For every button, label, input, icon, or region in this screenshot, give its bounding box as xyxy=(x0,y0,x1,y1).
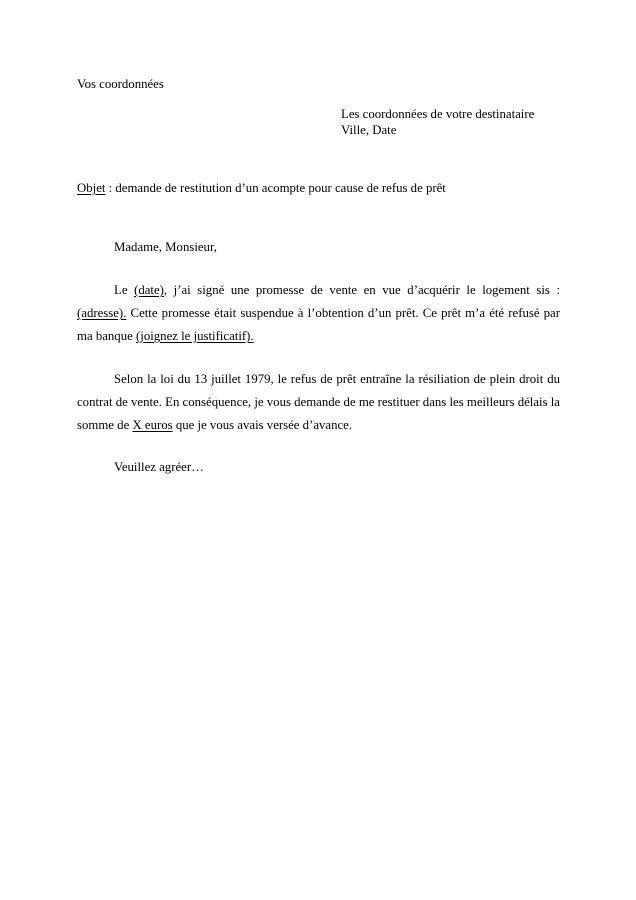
greeting: Madame, Monsieur, xyxy=(114,240,217,254)
city-date: Ville, Date xyxy=(341,123,397,137)
paragraph-loan-refusal xyxy=(77,279,560,348)
amount-placeholder: X euros xyxy=(132,418,173,432)
paragraph1-text-b: , j’ai signé une promesse de vente en vue d’acquérir le logement sis : xyxy=(163,283,560,297)
recipient-coordinates: Les coordonnées de votre destinataire xyxy=(341,107,535,121)
paragraph-restitution-request xyxy=(77,368,560,437)
sender-coordinates: Vos coordonnées xyxy=(77,77,164,91)
recipient-block xyxy=(341,106,534,138)
object-line xyxy=(77,180,446,196)
paragraph1-text-a: Le xyxy=(114,283,135,297)
paragraph2-text-a: Selon la loi du 13 juillet 1979, le refus de prêt entraîne la résiliation de plein droit du contrat de vente. En conséquence, je vous demande de me restituer dans les meilleurs délais la somme de xyxy=(77,372,560,432)
address-placeholder: (adresse). xyxy=(77,306,127,320)
paragraph1-text-c: Cette promesse était suspendue à l’obtention d’un prêt. Ce prêt m’a été refusé par ma banque xyxy=(77,306,560,343)
object-label: Objet xyxy=(77,181,106,195)
proof-placeholder: (joignez le justificatif). xyxy=(136,329,254,343)
object-text: : demande de restitution d’un acompte pour cause de refus de prêt xyxy=(105,181,446,195)
date-placeholder: (date) xyxy=(134,283,164,297)
paragraph2-text-b: que je vous avais versée d’avance. xyxy=(172,418,353,432)
closing-formula: Veuillez agréer… xyxy=(114,460,204,474)
